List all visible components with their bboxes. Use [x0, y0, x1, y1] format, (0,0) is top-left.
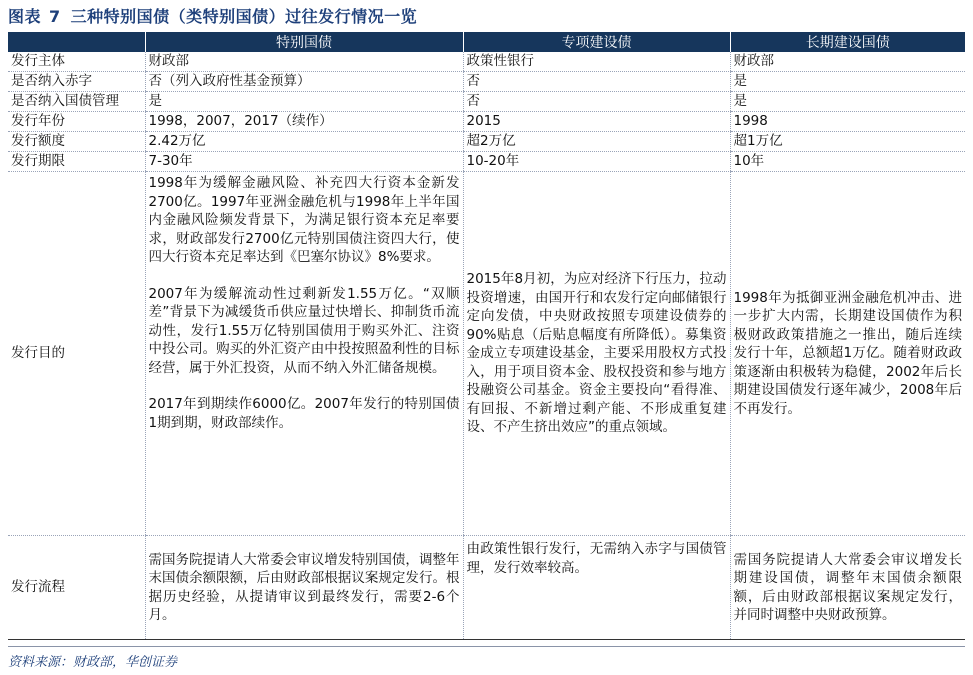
- table-cell: 2015: [463, 112, 730, 132]
- table-cell: 超2万亿: [463, 132, 730, 152]
- table-cell: 2.42万亿: [145, 132, 463, 152]
- purpose-paragraph-2017: 2017年到期续作6000亿。2007年发行的特别国债1期到期，财政部续作。: [148, 396, 460, 431]
- table-cell: 10年: [730, 152, 965, 172]
- table-row: [8, 112, 965, 132]
- row-label: 是否纳入赤字: [8, 72, 145, 92]
- table-cell: 否: [463, 72, 730, 92]
- figure-caption: 三种特别国债（类特别国债）过往发行情况一览: [70, 7, 418, 26]
- table-cell-process-long-term: [730, 536, 965, 640]
- row-label: 是否纳入国债管理: [8, 92, 145, 112]
- row-label: 发行流程: [8, 536, 145, 640]
- comparison-table: [8, 32, 965, 640]
- table-cell: 1998: [730, 112, 965, 132]
- source-note: 资料来源：财政部，华创证券: [8, 655, 178, 670]
- table-row: [8, 132, 965, 152]
- table-cell: 政策性银行: [463, 52, 730, 72]
- table-cell: 是: [730, 72, 965, 92]
- figure-number: 7: [49, 7, 61, 26]
- row-label: 发行目的: [8, 172, 145, 536]
- table-cell: 超1万亿: [730, 132, 965, 152]
- table-row: [8, 92, 965, 112]
- table-header-row: [8, 32, 965, 52]
- purpose-paragraph-1998: 1998年为缓解金融风险、补充四大行资本金新发2700亿。1997年亚洲金融危机与1998年上半年国内金融风险频发背景下，为满足银行资本充足率要求，财政部发行2700亿元特别国债注资四大行，使四大行资本充足率达到《巴塞尔协议》8%要求。: [148, 175, 460, 265]
- figure-label: 图表: [8, 7, 42, 26]
- process-text: 由政策性银行发行，无需纳入赤字与国债管理，发行效率较高。: [466, 541, 727, 576]
- header-long-term-construction-bonds: 长期建设国债: [730, 32, 965, 52]
- table-row: [8, 72, 965, 92]
- row-label: 发行期限: [8, 152, 145, 172]
- figure-title: [8, 4, 417, 27]
- table-cell-purpose-special-construction: [463, 172, 730, 536]
- table-cell: 否（列入政府性基金预算）: [145, 72, 463, 92]
- table-row-process: [8, 536, 965, 640]
- table-cell: 否: [463, 92, 730, 112]
- row-label: 发行主体: [8, 52, 145, 72]
- table-cell-process-special-bonds: [145, 536, 463, 640]
- table-row: [8, 52, 965, 72]
- header-special-bonds: 特别国债: [145, 32, 463, 52]
- process-text: 需国务院提请人大常委会审议增发长期建设国债，调整年末国债余额限额，后由财政部根据议案规定发行，并同时调整中央财政预算。: [733, 551, 962, 623]
- table-cell: 财政部: [730, 52, 965, 72]
- table-cell: 是: [730, 92, 965, 112]
- process-text: 需国务院提请人大常委会审议增发特别国债，调整年末国债余额限额，后由财政部根据议案规定发行。根据历史经验，从提请审议到最终发行，需要2-6个月。: [148, 551, 460, 623]
- header-corner: [8, 32, 145, 52]
- table-cell: 1998，2007，2017（续作）: [145, 112, 463, 132]
- row-label: 发行年份: [8, 112, 145, 132]
- table-cell: 财政部: [145, 52, 463, 72]
- table-cell: 7-30年: [145, 152, 463, 172]
- table-row-purpose: [8, 172, 965, 536]
- table-row: [8, 152, 965, 172]
- row-label: 发行额度: [8, 132, 145, 152]
- purpose-paragraph-2007: 2007年为缓解流动性过剩新发1.55万亿。“双顺差”背景下为减缓货币供应量过快增长、抑制货币流动性，发行1.55万亿特别国债用于购买外汇、注资中投公司。购买的外汇资产由中投按照盈利性的目标经营，属于外汇投资，从而不纳入外汇储备规模。: [148, 285, 460, 376]
- table-cell: 是: [145, 92, 463, 112]
- table-cell-process-special-construction: [463, 536, 730, 640]
- purpose-paragraph-2015: 2015年8月初，为应对经济下行压力，拉动投资增速，由国开行和农发行定向邮储银行定向发债，中央财政按照专项建设债券的90%贴息（后贴息幅度有所降低）。募集资金成立专项建设基金，主要采用股权方式投入，用于项目资本金、股权投资和参与地方投融资公司基金。资金主要投向“看得准、有回报、不新增过剩产能、不形成重复建设、不产生挤出效应”的重点领域。: [466, 271, 727, 436]
- table-cell: 10-20年: [463, 152, 730, 172]
- footer-divider: [8, 646, 965, 647]
- table-cell-purpose-special-bonds: [145, 172, 463, 536]
- purpose-paragraph-long-term: 1998年为抵御亚洲金融危机冲击、进一步扩大内需，长期建设国债作为积极财政政策措施之一推出，随后连续发行十年，总额超1万亿。随着财政政策逐渐由积极转为稳健，2002年后长期建设国债发行逐年减少，2008年后不再发行。: [733, 289, 962, 417]
- table-cell-purpose-long-term: [730, 172, 965, 536]
- header-special-construction-bonds: 专项建设债: [463, 32, 730, 52]
